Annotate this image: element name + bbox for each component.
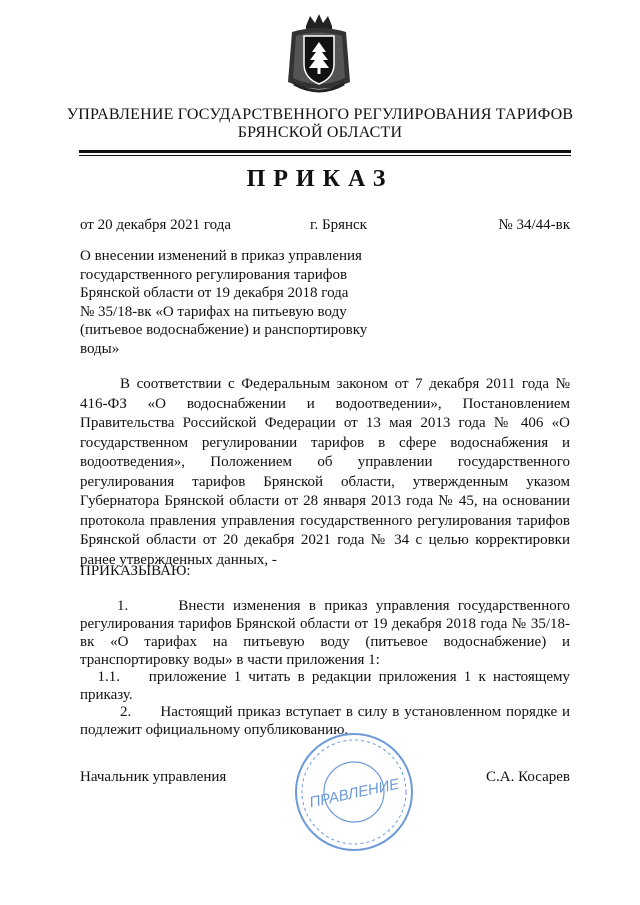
subject-line: (питьевое водоснабжение) и ранспортировку [80, 322, 368, 338]
item-text: Внести изменения в приказ управления государственного регулирования тарифов Брянской области от 19 декабря 2018 года № 35/18-вк «О тарифах на питьевую воду (питьевое водоснабжение) и транспортировку воды» в части приложения 1: [80, 598, 571, 668]
subject-line: О внесении изменений в приказ управления [80, 248, 362, 264]
order-subitem [80, 668, 570, 704]
item-number: 2. [120, 704, 132, 720]
subject-line: государственного регулирования тарифов [80, 266, 348, 283]
coat-of-arms-icon [284, 12, 354, 98]
item-number: 1. [117, 598, 129, 614]
item-text: приложение 1 читать в редакции приложения 1 к настоящему приказу. [80, 669, 570, 703]
subject-line: Брянской области от 19 декабря 2018 года [80, 285, 349, 301]
subject-line: воды» [80, 340, 120, 357]
document-subject [80, 247, 390, 358]
signatory-role: Начальник управления [80, 769, 227, 785]
official-stamp-icon [292, 730, 416, 854]
org-name-line1: УПРАВЛЕНИЕ ГОСУДАРСТВЕННОГО РЕГУЛИРОВАНИЯ ТАРИФОВ [66, 106, 574, 123]
order-item [80, 597, 570, 669]
header-divider-thick [79, 150, 571, 153]
item-number: 1.1. [97, 669, 120, 685]
item-text: Настоящий приказ вступает в силу в установленном порядке и подлежит официальному опубликованию. [80, 704, 570, 738]
document-number: № 34/44-вк [498, 217, 570, 233]
preamble-paragraph: В соответствии с Федеральным законом от 7 декабря 2011 года № 416-ФЗ «О водоснабжении и водоотведении», Постановлением Правительства Российской Федерации от 13 мая 2013 года № 406 «О государственном регулировании тарифов в сфере водоснабжения и водоотведения», Положением об управлении государственного регулирования тарифов Брянской области, утвержденным указом Губернатора Брянской области от 28 января 2013 года № 45, на основании протокола правления управления государственного регулирования тарифов Брянской области от 20 декабря 2021 года № 34 с целью корректировки ранее утвержденных данных, - [80, 376, 570, 568]
order-word: ПРИКАЗЫВАЮ: [80, 563, 191, 579]
document-city: г. Брянск [310, 217, 367, 233]
subject-line: № 35/18-вк «О тарифах на питьевую воду [80, 303, 347, 320]
header-divider-thin [79, 155, 571, 156]
stamp-text: ПРАВЛЕНИЕ [307, 775, 401, 812]
signatory-name: С.А. Косарев [486, 769, 570, 785]
org-name-line2: БРЯНСКОЙ ОБЛАСТИ [237, 124, 403, 141]
document-date: от 20 декабря 2021 года [80, 217, 232, 233]
document-title: ПРИКАЗ [246, 166, 394, 192]
